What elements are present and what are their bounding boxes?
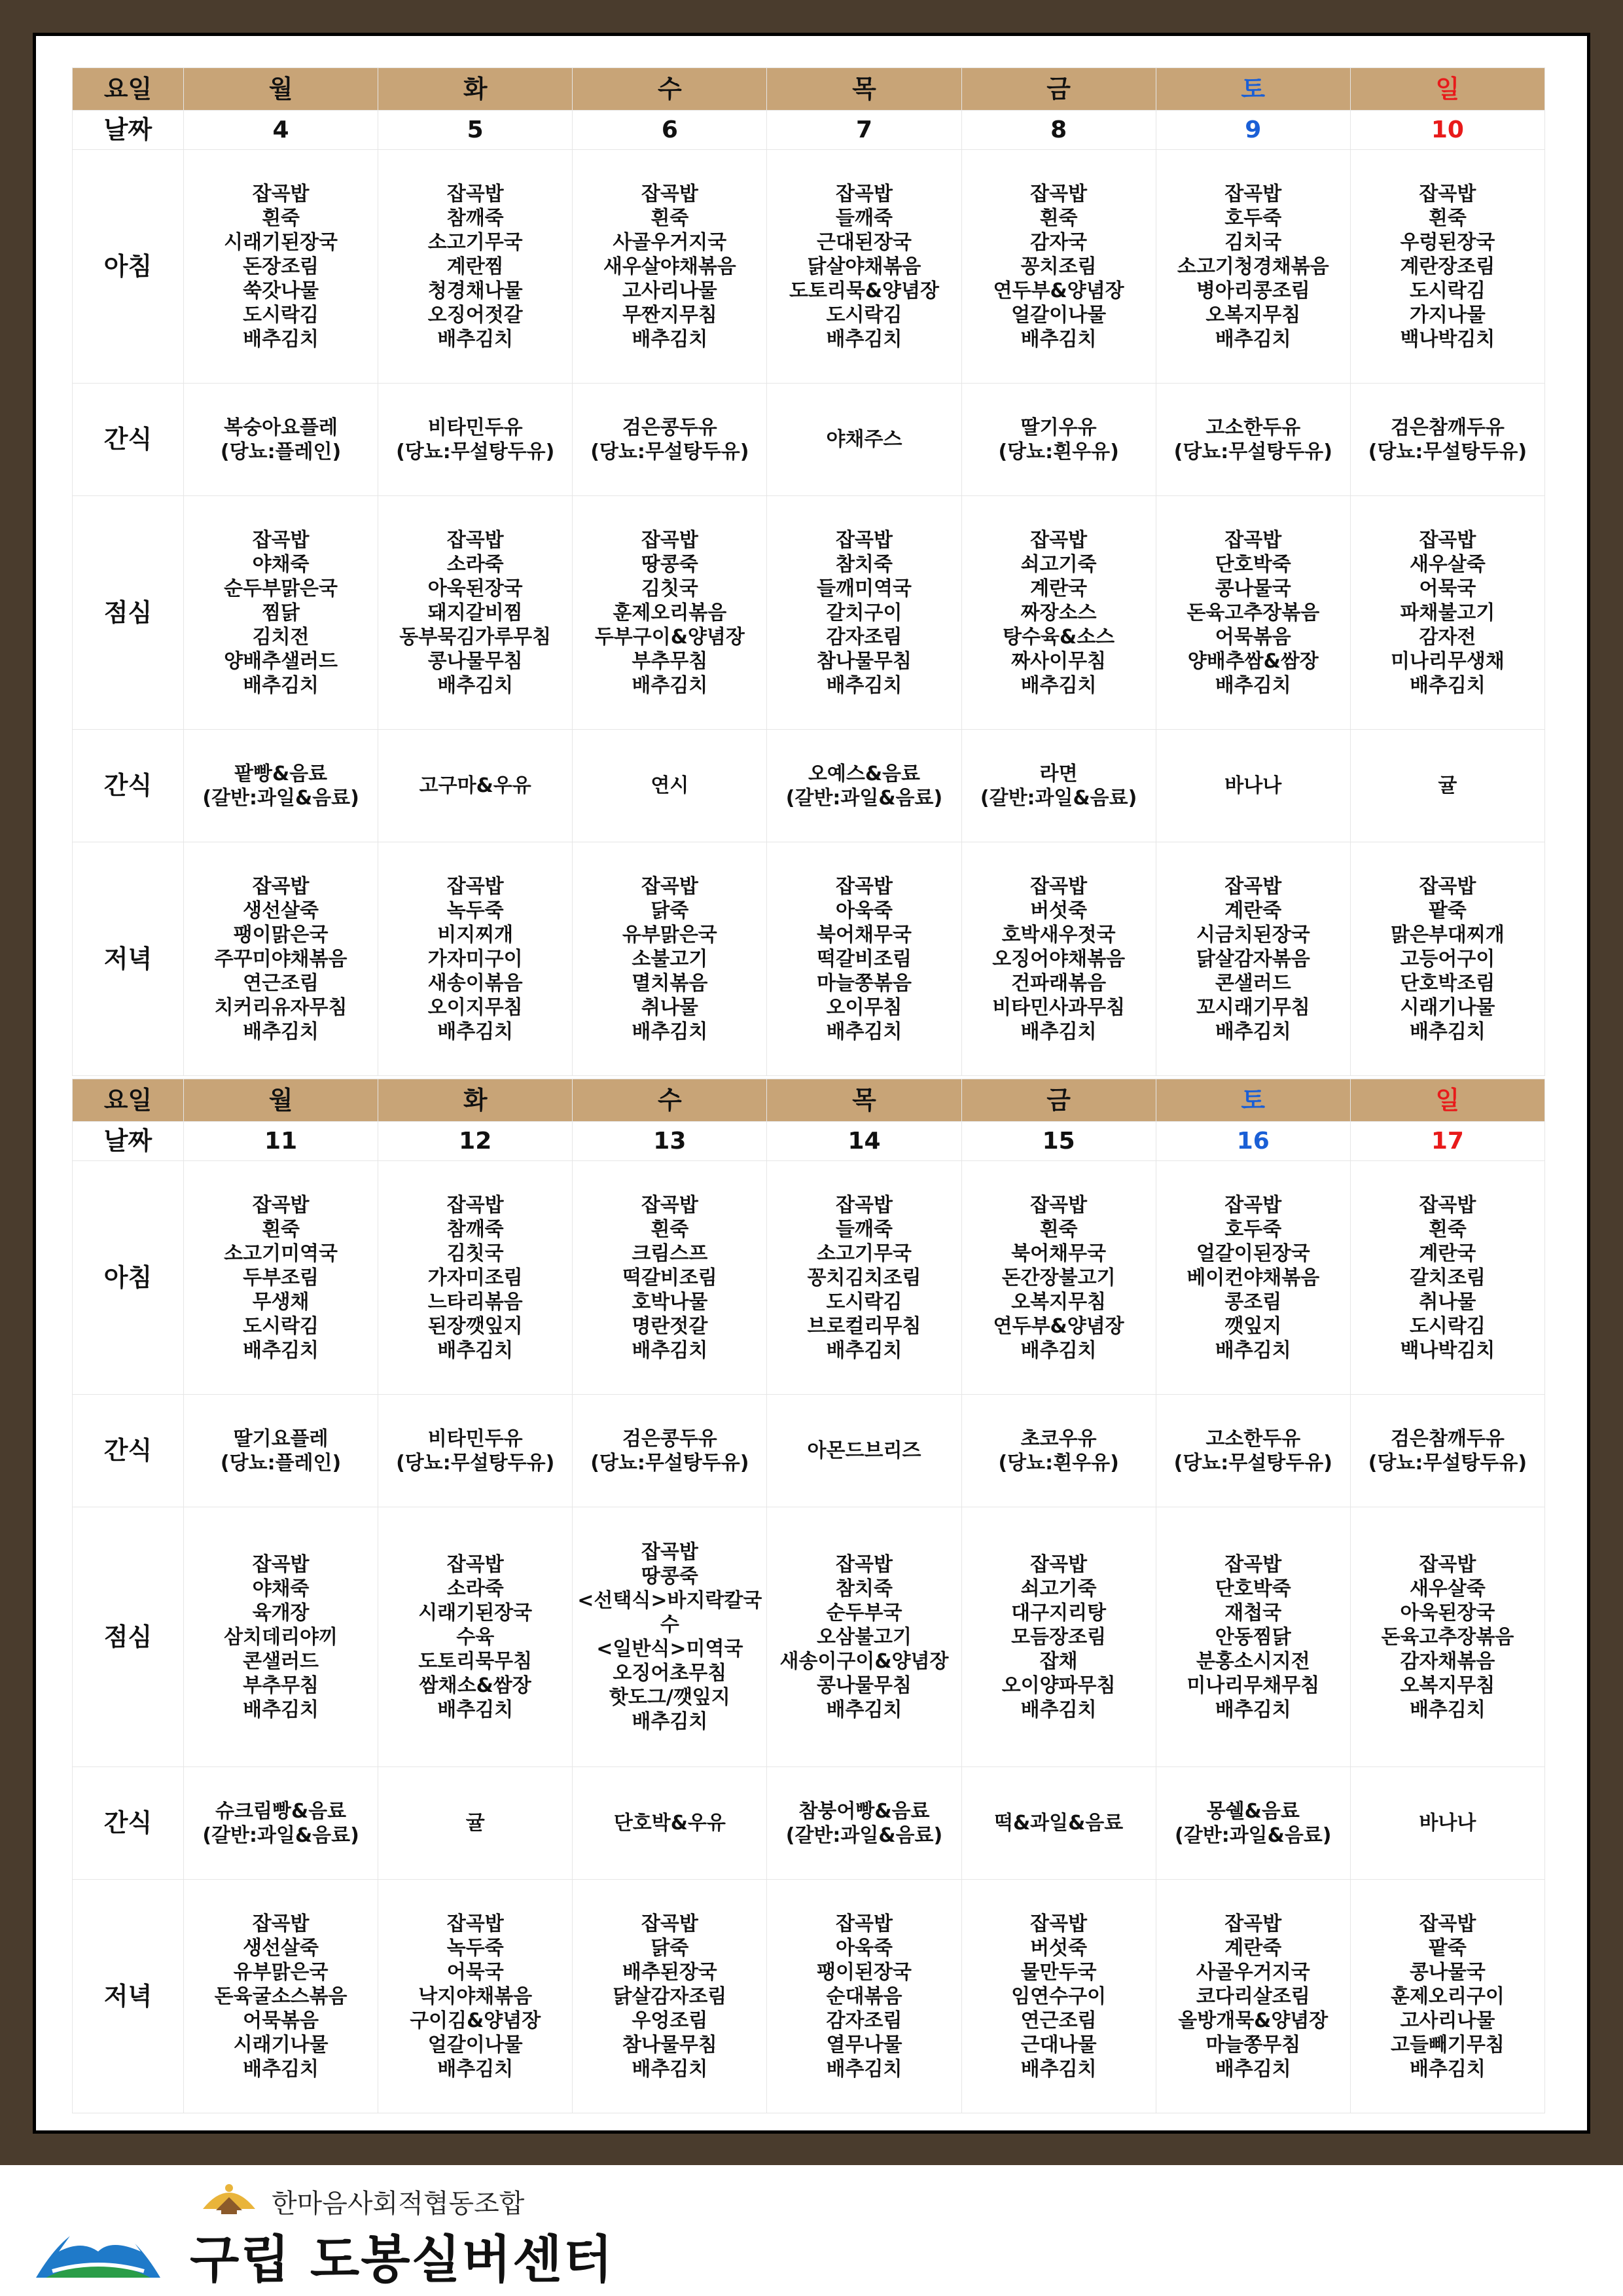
menu-cell: 팥빵&음료 (갈반:과일&음료) <box>184 730 378 842</box>
meal-row-label: 간식 <box>73 384 184 496</box>
day-header: 목 <box>767 1079 961 1122</box>
mountain-logo-icon <box>33 2179 164 2284</box>
menu-cell: 잡곡밥 흰죽 우렁된장국 계란장조림 도시락김 가지나물 백나박김치 <box>1351 150 1545 384</box>
week-table-1 <box>72 67 1545 1076</box>
day-header: 토 <box>1156 68 1351 111</box>
week-table-2 <box>72 1079 1545 2113</box>
menu-cell: 라면 (갈반:과일&음료) <box>962 730 1156 842</box>
menu-cell: 잡곡밥 단호박죽 콩나물국 돈육고추장볶음 어묵볶음 양배추쌈&쌈장 배추김치 <box>1156 496 1351 730</box>
date-cell: 9 <box>1156 111 1351 150</box>
menu-cell: 잡곡밥 버섯죽 호박새우젓국 오징어야채볶음 건파래볶음 비타민사과무침 배추김치 <box>962 842 1156 1076</box>
menu-cell: 딸기우유 (당뇨:흰우유) <box>962 384 1156 496</box>
menu-cell: 잡곡밥 쇠고기죽 대구지리탕 모듬장조림 잡채 오이양파무침 배추김치 <box>962 1507 1156 1767</box>
menu-cell: 바나나 <box>1156 730 1351 842</box>
date-cell: 6 <box>573 111 767 150</box>
menu-cell: 비타민두유 (당뇨:무설탕두유) <box>378 1395 573 1507</box>
day-header: 금 <box>962 1079 1156 1122</box>
menu-cell: 검은콩두유 (당뇨:무설탕두유) <box>573 384 767 496</box>
menu-cell: 딸기요플레 (당뇨:플레인) <box>184 1395 378 1507</box>
date-row-label: 날짜 <box>73 111 184 150</box>
menu-cell: 잡곡밥 소라죽 아욱된장국 돼지갈비찜 동부묵김가루무침 콩나물무침 배추김치 <box>378 496 573 730</box>
menu-cell: 잡곡밥 닭죽 유부맑은국 소불고기 멸치볶음 취나물 배추김치 <box>573 842 767 1076</box>
menu-cell: 귤 <box>1351 730 1545 842</box>
org-name: 구립 도봉실버센터 <box>190 2231 614 2289</box>
menu-cell: 잡곡밥 팥죽 콩나물국 훈제오리구이 고사리나물 고들빼기무침 배추김치 <box>1351 1880 1545 2113</box>
date-cell: 17 <box>1351 1122 1545 1161</box>
menu-cell: 잡곡밥 흰죽 소고기미역국 두부조림 무생채 도시락김 배추김치 <box>184 1161 378 1395</box>
date-row-label: 날짜 <box>73 1122 184 1161</box>
menu-cell: 몽쉘&음료 (갈반:과일&음료) <box>1156 1767 1351 1880</box>
menu-cell: 잡곡밥 참치죽 들깨미역국 갈치구이 감자조림 참나물무침 배추김치 <box>767 496 961 730</box>
meal-row-label: 아침 <box>73 150 184 384</box>
menu-cell: 잡곡밥 닭죽 배추된장국 닭살감자조림 우엉조림 참나물무침 배추김치 <box>573 1880 767 2113</box>
menu-cell: 단호박&우유 <box>573 1767 767 1880</box>
menu-cell: 잡곡밥 녹두죽 어묵국 낙지야채볶음 구이김&양념장 얼갈이나물 배추김치 <box>378 1880 573 2113</box>
menu-cell: 잡곡밥 야채죽 육개장 삼치데리야끼 콘샐러드 부추무침 배추김치 <box>184 1507 378 1767</box>
menu-cell: 검은콩두유 (당뇨:무설탕두유) <box>573 1395 767 1507</box>
menu-cell: 슈크림빵&음료 (갈반:과일&음료) <box>184 1767 378 1880</box>
menu-cell: 잡곡밥 호두죽 얼갈이된장국 베이컨야채볶음 콩조림 깻잎지 배추김치 <box>1156 1161 1351 1395</box>
menu-cell: 잡곡밥 아욱죽 북어채무국 떡갈비조림 마늘쫑볶음 오이무침 배추김치 <box>767 842 961 1076</box>
meal-row-label: 저녁 <box>73 1880 184 2113</box>
menu-cell: 잡곡밥 땅콩죽 김칫국 훈제오리볶음 두부구이&양념장 부추무침 배추김치 <box>573 496 767 730</box>
day-header: 토 <box>1156 1079 1351 1122</box>
menu-cell: 잡곡밥 계란죽 사골우거지국 코다리살조림 올방개묵&양념장 마늘쫑무침 배추김치 <box>1156 1880 1351 2113</box>
menu-cell: 잡곡밥 새우살죽 아욱된장국 돈육고추장볶음 감자채볶음 오복지무침 배추김치 <box>1351 1507 1545 1767</box>
menu-cell: 잡곡밥 흰죽 북어채무국 돈간장불고기 오복지무침 연두부&양념장 배추김치 <box>962 1161 1156 1395</box>
meal-row-label: 저녁 <box>73 842 184 1076</box>
menu-cell: 잡곡밥 흰죽 시래기된장국 돈장조림 쑥갓나물 도시락김 배추김치 <box>184 150 378 384</box>
meal-row-label: 점심 <box>73 496 184 730</box>
date-cell: 16 <box>1156 1122 1351 1161</box>
menu-cell: 잡곡밥 들깨죽 근대된장국 닭살야채볶음 도토리묵&양념장 도시락김 배추김치 <box>767 150 961 384</box>
menu-cell: 잡곡밥 생선살죽 유부맑은국 돈육굴소스볶음 어묵볶음 시래기나물 배추김치 <box>184 1880 378 2113</box>
day-header: 금 <box>962 68 1156 111</box>
menu-cell: 잡곡밥 생선살죽 팽이맑은국 주꾸미야채볶음 연근조림 치커리유자무침 배추김치 <box>184 842 378 1076</box>
date-cell: 11 <box>184 1122 378 1161</box>
menu-cell: 잡곡밥 흰죽 감자국 꽁치조림 연두부&양념장 얼갈이나물 배추김치 <box>962 150 1156 384</box>
day-header: 월 <box>184 68 378 111</box>
menu-cell: 고구마&우유 <box>378 730 573 842</box>
date-cell: 5 <box>378 111 573 150</box>
menu-cell: 잡곡밥 흰죽 계란국 갈치조림 취나물 도시락김 백나박김치 <box>1351 1161 1545 1395</box>
menu-cell: 잡곡밥 버섯죽 물만두국 임연수구이 연근조림 근대나물 배추김치 <box>962 1880 1156 2113</box>
day-header: 목 <box>767 68 961 111</box>
menu-cell: 귤 <box>378 1767 573 1880</box>
meal-row-label: 간식 <box>73 730 184 842</box>
menu-cell: 초코우유 (당뇨:흰우유) <box>962 1395 1156 1507</box>
menu-cell: 고소한두유 (당뇨:무설탕두유) <box>1156 384 1351 496</box>
menu-cell: 잡곡밥 흰죽 크림스프 떡갈비조림 호박나물 명란젓갈 배추김치 <box>573 1161 767 1395</box>
menu-cell: 잡곡밥 땅콩죽 <선택식>바지락칼국 수 <일반식>미역국 오징어초무침 핫도그/깻잎지 배추김치 <box>573 1507 767 1767</box>
menu-cell: 연시 <box>573 730 767 842</box>
menu-cell: 검은참깨두유 (당뇨:무설탕두유) <box>1351 384 1545 496</box>
day-header: 화 <box>378 68 573 111</box>
menu-cell: 잡곡밥 팥죽 맑은부대찌개 고등어구이 단호박조림 시래기나물 배추김치 <box>1351 842 1545 1076</box>
menu-cell: 잡곡밥 야채죽 순두부맑은국 찜닭 김치전 양배추샐러드 배추김치 <box>184 496 378 730</box>
date-cell: 10 <box>1351 111 1545 150</box>
date-cell: 12 <box>378 1122 573 1161</box>
menu-cell: 비타민두유 (당뇨:무설탕두유) <box>378 384 573 496</box>
date-cell: 4 <box>184 111 378 150</box>
day-header: 일 <box>1351 68 1545 111</box>
meal-row-label: 간식 <box>73 1767 184 1880</box>
day-header: 일 <box>1351 1079 1545 1122</box>
menu-cell: 잡곡밥 소라죽 시래기된장국 수육 도토리묵무침 쌈채소&쌈장 배추김치 <box>378 1507 573 1767</box>
menu-cell: 잡곡밥 녹두죽 비지찌개 가자미구이 새송이볶음 오이지무침 배추김치 <box>378 842 573 1076</box>
date-cell: 7 <box>767 111 961 150</box>
house-sun-icon <box>196 2176 262 2215</box>
menu-cell: 복숭아요플레 (당뇨:플레인) <box>184 384 378 496</box>
menu-cell: 잡곡밥 쇠고기죽 계란국 짜장소스 탕수육&소스 짜사이무침 배추김치 <box>962 496 1156 730</box>
menu-cell: 바나나 <box>1351 1767 1545 1880</box>
menu-cell: 아몬드브리즈 <box>767 1395 961 1507</box>
day-header: 월 <box>184 1079 378 1122</box>
menu-cell: 잡곡밥 단호박죽 재첩국 안동찜닭 분홍소시지전 미나리무채무침 배추김치 <box>1156 1507 1351 1767</box>
menu-cell: 잡곡밥 들깨죽 소고기무국 꽁치김치조림 도시락김 브로컬리무침 배추김치 <box>767 1161 961 1395</box>
day-header: 화 <box>378 1079 573 1122</box>
org-subtitle: 한마음사회적협동조합 <box>272 2189 525 2219</box>
menu-cell: 검은참깨두유 (당뇨:무설탕두유) <box>1351 1395 1545 1507</box>
menu-cell: 참붕어빵&음료 (갈반:과일&음료) <box>767 1767 961 1880</box>
menu-cell: 잡곡밥 참치죽 순두부국 오삼불고기 새송이구이&양념장 콩나물무침 배추김치 <box>767 1507 961 1767</box>
day-header-label: 요일 <box>73 68 184 111</box>
date-cell: 8 <box>962 111 1156 150</box>
date-cell: 14 <box>767 1122 961 1161</box>
menu-cell: 잡곡밥 호두죽 김치국 소고기청경채볶음 병아리콩조림 오복지무침 배추김치 <box>1156 150 1351 384</box>
date-cell: 13 <box>573 1122 767 1161</box>
menu-cell: 고소한두유 (당뇨:무설탕두유) <box>1156 1395 1351 1507</box>
menu-cell: 잡곡밥 참깨죽 김칫국 가자미조림 느타리볶음 된장깻잎지 배추김치 <box>378 1161 573 1395</box>
day-header: 수 <box>573 68 767 111</box>
menu-cell: 잡곡밥 참깨죽 소고기무국 계란찜 청경채나물 오징어젓갈 배추김치 <box>378 150 573 384</box>
menu-cell: 떡&과일&음료 <box>962 1767 1156 1880</box>
menu-cell: 야채주스 <box>767 384 961 496</box>
day-header: 수 <box>573 1079 767 1122</box>
menu-cell: 잡곡밥 흰죽 사골우거지국 새우살야채볶음 고사리나물 무짠지무침 배추김치 <box>573 150 767 384</box>
menu-cell: 잡곡밥 새우살죽 어묵국 파채불고기 감자전 미나리무생채 배추김치 <box>1351 496 1545 730</box>
menu-cell: 잡곡밥 계란죽 시금치된장국 닭살감자볶음 콘샐러드 꼬시래기무침 배추김치 <box>1156 842 1351 1076</box>
meal-row-label: 아침 <box>73 1161 184 1395</box>
meal-row-label: 간식 <box>73 1395 184 1507</box>
meal-row-label: 점심 <box>73 1507 184 1767</box>
date-cell: 15 <box>962 1122 1156 1161</box>
menu-cell: 오예스&음료 (갈반:과일&음료) <box>767 730 961 842</box>
day-header-label: 요일 <box>73 1079 184 1122</box>
menu-cell: 잡곡밥 아욱죽 팽이된장국 순대볶음 감자조림 열무나물 배추김치 <box>767 1880 961 2113</box>
